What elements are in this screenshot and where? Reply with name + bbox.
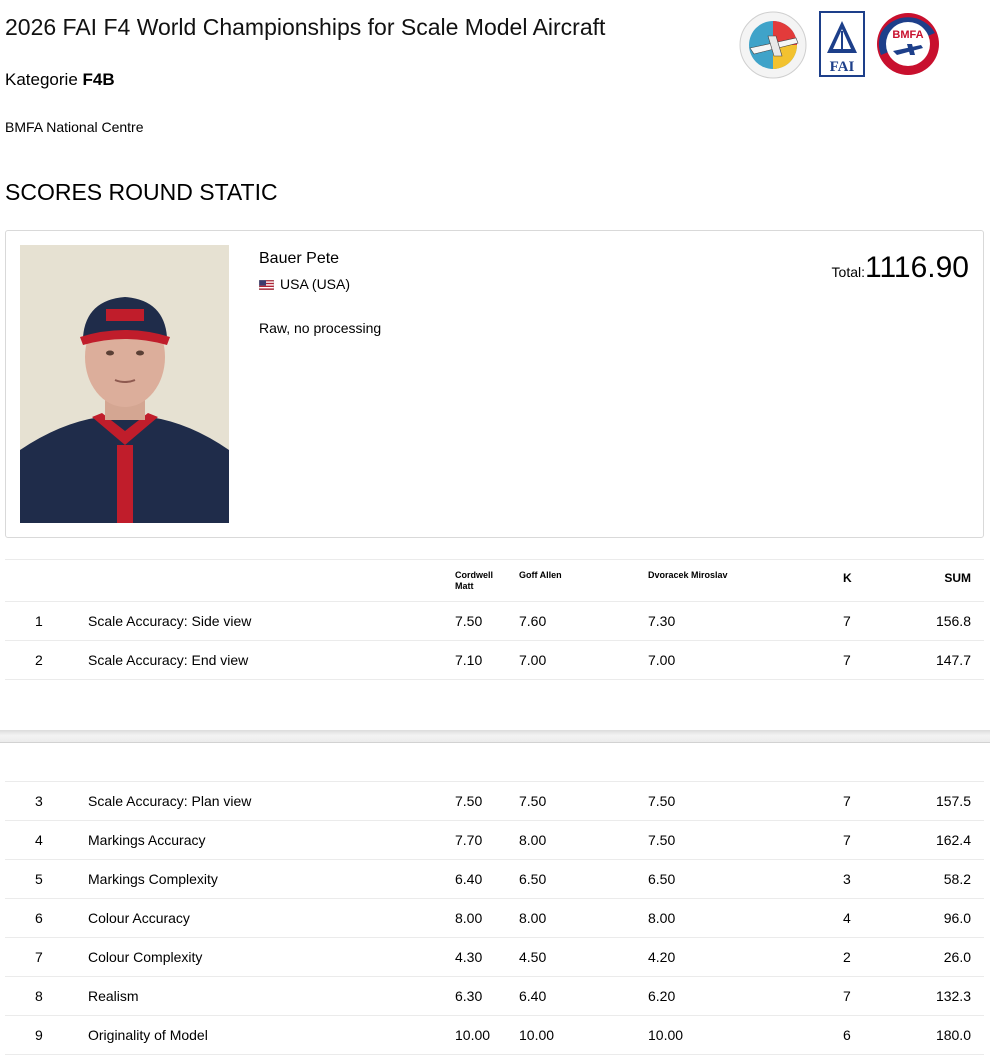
judge-3-score: 4.20 bbox=[648, 949, 676, 965]
competitor-nation bbox=[259, 276, 350, 292]
k-factor: 7 bbox=[843, 652, 851, 668]
logos bbox=[738, 10, 942, 80]
criterion-name: Originality of Model bbox=[88, 1027, 208, 1043]
table-row bbox=[5, 976, 984, 1015]
table-row bbox=[5, 640, 984, 679]
svg-text:BMFA: BMFA bbox=[892, 29, 924, 41]
row-number: 6 bbox=[35, 910, 43, 926]
judge-1-score: 7.50 bbox=[455, 793, 483, 809]
table-row bbox=[5, 859, 984, 898]
judge-2-score: 7.60 bbox=[519, 613, 547, 629]
row-number: 8 bbox=[35, 988, 43, 1004]
k-factor: 2 bbox=[843, 949, 851, 965]
row-sum: 162.4 bbox=[935, 832, 971, 848]
judge-1-score: 7.50 bbox=[455, 613, 483, 629]
page-title: 2026 FAI F4 World Championships for Scale Model Aircraft bbox=[5, 14, 606, 40]
category-value: F4B bbox=[82, 70, 115, 89]
row-sum: 147.7 bbox=[935, 652, 971, 668]
row-sum: 58.2 bbox=[943, 871, 971, 887]
competitor-card bbox=[5, 230, 984, 538]
judge-1-score: 10.00 bbox=[455, 1027, 491, 1043]
table-row bbox=[5, 898, 984, 937]
judge-3-score: 7.50 bbox=[648, 793, 676, 809]
judge-3-score: 7.50 bbox=[648, 832, 676, 848]
header-k: K bbox=[843, 571, 852, 585]
table-row bbox=[5, 601, 984, 640]
judge-3-score: 6.20 bbox=[648, 988, 676, 1004]
criterion-name: Markings Complexity bbox=[88, 871, 218, 887]
row-sum: 180.0 bbox=[935, 1027, 971, 1043]
k-factor: 7 bbox=[843, 832, 851, 848]
table-row bbox=[5, 937, 984, 976]
table-header bbox=[5, 559, 984, 601]
total-score bbox=[832, 251, 969, 285]
judge-3-score: 7.30 bbox=[648, 613, 676, 629]
competitor-name: Bauer Pete bbox=[259, 250, 340, 267]
k-factor: 7 bbox=[843, 613, 851, 629]
judge-2-score: 10.00 bbox=[519, 1027, 555, 1043]
judge-2-score: 4.50 bbox=[519, 949, 547, 965]
k-factor: 4 bbox=[843, 910, 851, 926]
judge-3-score: 7.00 bbox=[648, 652, 676, 668]
k-factor: 6 bbox=[843, 1027, 851, 1043]
scores-table-part-2 bbox=[5, 781, 984, 1055]
bmfa-logo bbox=[875, 11, 941, 77]
criterion-name: Colour Complexity bbox=[88, 949, 203, 965]
round-title: SCORES ROUND STATIC bbox=[5, 179, 278, 205]
judge-2-score: 8.00 bbox=[519, 832, 547, 848]
criterion-name: Scale Accuracy: End view bbox=[88, 652, 249, 668]
page-break-divider bbox=[0, 730, 990, 743]
judge-1-score: 7.70 bbox=[455, 832, 483, 848]
judge-1-score: 8.00 bbox=[455, 910, 483, 926]
row-number: 1 bbox=[35, 613, 43, 629]
row-number: 5 bbox=[35, 871, 43, 887]
total-label: Total: bbox=[831, 264, 865, 280]
judge-2-score: 7.50 bbox=[519, 793, 547, 809]
criterion-name: Realism bbox=[88, 988, 139, 1004]
venue: BMFA National Centre bbox=[5, 119, 144, 135]
category-label: Kategorie bbox=[5, 70, 78, 89]
judge-1-score: 6.40 bbox=[455, 871, 483, 887]
judge-1-score: 4.30 bbox=[455, 949, 483, 965]
k-factor: 3 bbox=[843, 871, 851, 887]
fai-logo bbox=[819, 11, 865, 77]
judge-1-score: 6.30 bbox=[455, 988, 483, 1004]
svg-text:FAI: FAI bbox=[829, 59, 855, 75]
judge-3-score: 6.50 bbox=[648, 871, 676, 887]
header-judge-2: Goff Allen bbox=[519, 570, 562, 580]
total-value: 1116.90 bbox=[865, 251, 969, 284]
k-factor: 7 bbox=[843, 988, 851, 1004]
table-row bbox=[5, 820, 984, 859]
championship-logo bbox=[738, 10, 808, 80]
row-sum: 157.5 bbox=[935, 793, 971, 809]
header-judge-3: Dvoracek Miroslav bbox=[648, 570, 728, 580]
criterion-name: Scale Accuracy: Plan view bbox=[88, 793, 252, 809]
table-row bbox=[5, 1015, 984, 1054]
row-sum: 132.3 bbox=[935, 988, 971, 1004]
scores-table-part-1 bbox=[5, 559, 984, 680]
row-number: 9 bbox=[35, 1027, 43, 1043]
criterion-name: Colour Accuracy bbox=[88, 910, 190, 926]
judge-2-score: 6.40 bbox=[519, 988, 547, 1004]
competitor-note: Raw, no processing bbox=[259, 320, 382, 336]
judge-3-score: 10.00 bbox=[648, 1027, 684, 1043]
row-number: 2 bbox=[35, 652, 43, 668]
judge-2-score: 7.00 bbox=[519, 652, 547, 668]
row-sum: 26.0 bbox=[943, 949, 971, 965]
row-number: 7 bbox=[35, 949, 43, 965]
header-sum: SUM bbox=[944, 571, 971, 585]
judge-3-score: 8.00 bbox=[648, 910, 676, 926]
row-sum: 156.8 bbox=[935, 613, 971, 629]
judge-2-score: 6.50 bbox=[519, 871, 547, 887]
row-number: 3 bbox=[35, 793, 43, 809]
competitor-photo bbox=[20, 245, 229, 523]
header-judge-1: Cordwell Matt bbox=[455, 570, 494, 591]
usa-flag-icon bbox=[259, 280, 274, 290]
k-factor: 7 bbox=[843, 793, 851, 809]
criterion-name: Scale Accuracy: Side view bbox=[88, 613, 252, 629]
table-row bbox=[5, 781, 984, 820]
nation-text: USA (USA) bbox=[280, 276, 351, 292]
category-line bbox=[5, 70, 115, 90]
row-sum: 96.0 bbox=[943, 910, 971, 926]
judge-2-score: 8.00 bbox=[519, 910, 547, 926]
judge-1-score: 7.10 bbox=[455, 652, 483, 668]
criterion-name: Markings Accuracy bbox=[88, 832, 206, 848]
row-number: 4 bbox=[35, 832, 43, 848]
